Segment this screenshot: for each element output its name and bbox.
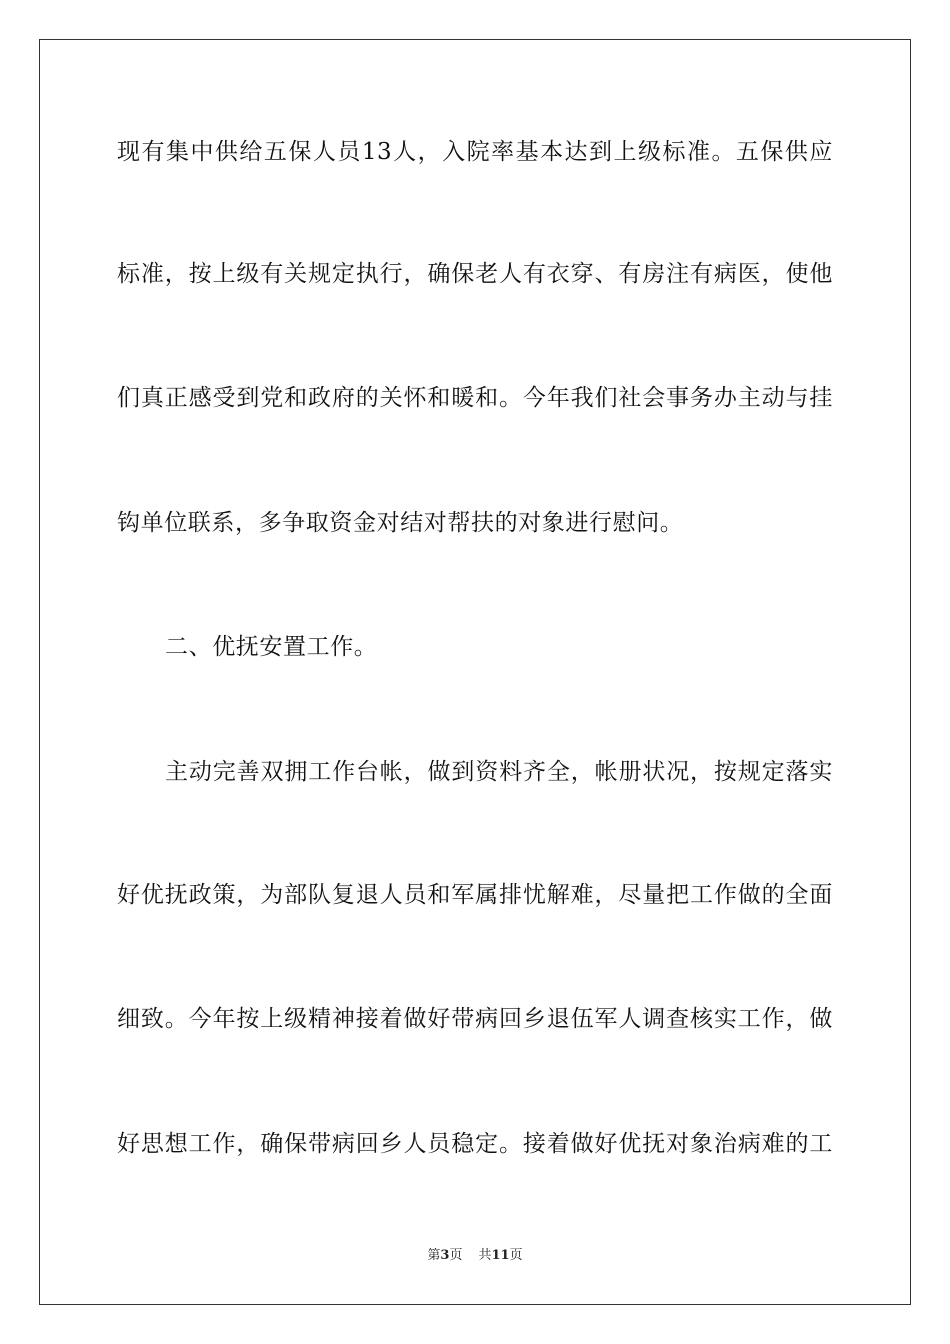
body-text-line: 主动完善双拥工作台帐，做到资料齐全，帐册状况，按规定落实 xyxy=(165,759,833,785)
section-heading: 二、优抚安置工作。 xyxy=(165,634,378,660)
body-text-line: 好优抚政策，为部队复退人员和军属排忧解难，尽量把工作做的全面 xyxy=(117,882,833,908)
page-footer xyxy=(0,1247,950,1265)
total-pages: 共11页 xyxy=(478,1248,523,1263)
body-text-line: 现有集中供给五保人员13人，入院率基本达到上级标准。五保供应 xyxy=(117,139,833,165)
body-text-line: 细致。今年按上级精神接着做好带病回乡退伍军人调查核实工作，做 xyxy=(117,1006,833,1032)
body-text-line: 标准，按上级有关规定执行，确保老人有衣穿、有房注有病医，使他 xyxy=(117,261,833,287)
body-text-line: 好思想工作，确保带病回乡人员稳定。接着做好优抚对象治病难的工 xyxy=(117,1131,833,1157)
body-text-line: 们真正感受到党和政府的关怀和暖和。今年我们社会事务办主动与挂 xyxy=(117,385,833,411)
page-number: 第3页 xyxy=(427,1248,463,1263)
page-border xyxy=(39,39,911,1305)
body-text-line: 钩单位联系，多争取资金对结对帮扶的对象进行慰问。 xyxy=(117,510,684,536)
